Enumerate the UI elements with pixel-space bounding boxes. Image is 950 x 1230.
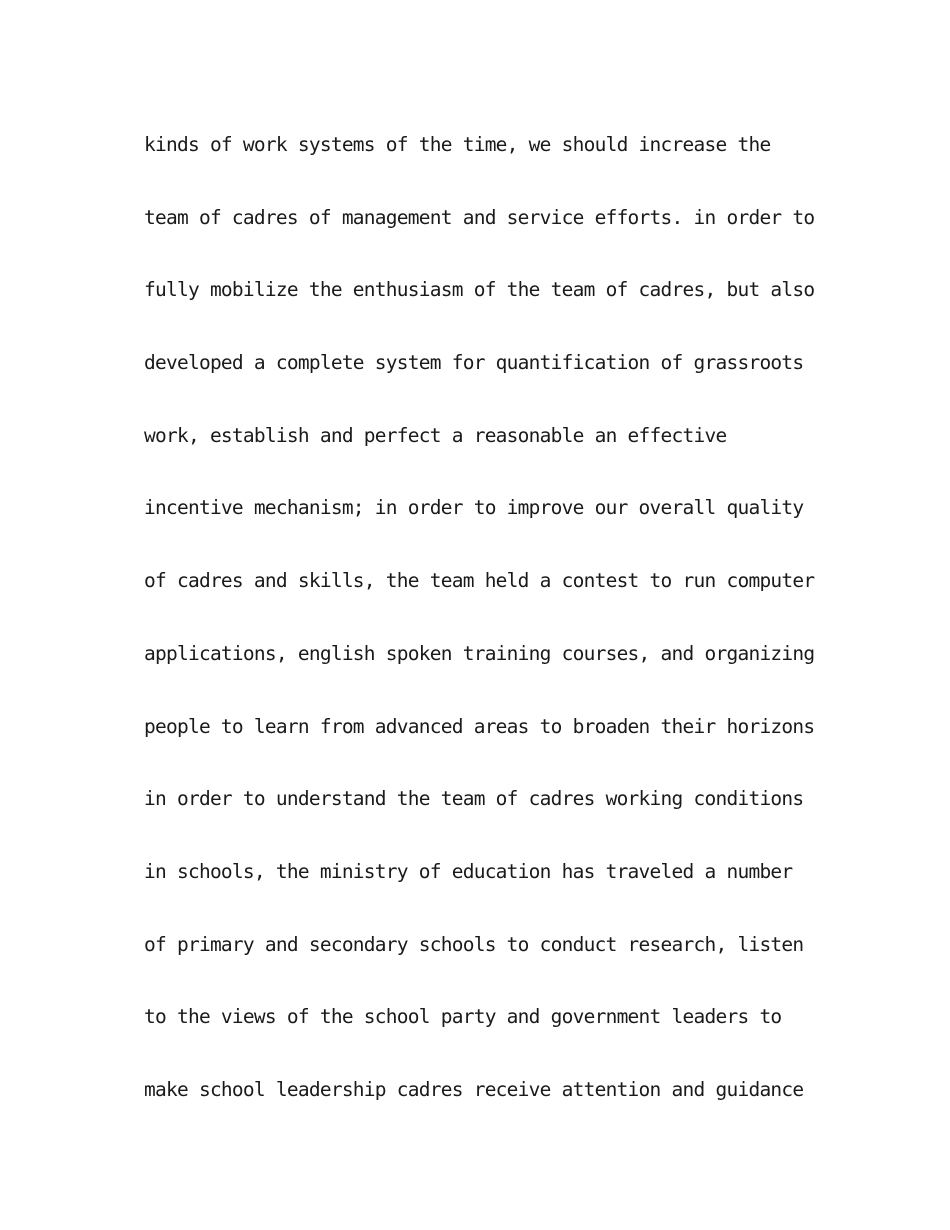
text-line: of primary and secondary schools to conduct research, listen bbox=[144, 932, 804, 956]
text-line: incentive mechanism; in order to improve our overall quality bbox=[144, 496, 804, 520]
text-line: applications, english spoken training courses, and organizing bbox=[144, 641, 815, 665]
text-line: team of cadres of management and service efforts. in order to bbox=[144, 205, 815, 229]
text-line: in order to understand the team of cadres working conditions bbox=[144, 787, 804, 811]
text-line: people to learn from advanced areas to broaden their horizons bbox=[144, 714, 815, 738]
text-line: make school leadership cadres receive attention and guidance bbox=[144, 1077, 804, 1101]
text-line: of cadres and skills, the team held a contest to run computer bbox=[144, 569, 815, 593]
text-line: to the views of the school party and government leaders to bbox=[144, 1005, 782, 1029]
text-line: developed a complete system for quantification of grassroots bbox=[144, 351, 804, 375]
text-line: in schools, the ministry of education has traveled a number bbox=[144, 859, 793, 883]
text-line: kinds of work systems of the time, we should increase the bbox=[144, 133, 771, 156]
text-line: fully mobilize the enthusiasm of the team of cadres, but also bbox=[144, 278, 815, 302]
body-text bbox=[144, 128, 824, 1146]
text-line: work, establish and perfect a reasonable an effective bbox=[144, 423, 727, 447]
